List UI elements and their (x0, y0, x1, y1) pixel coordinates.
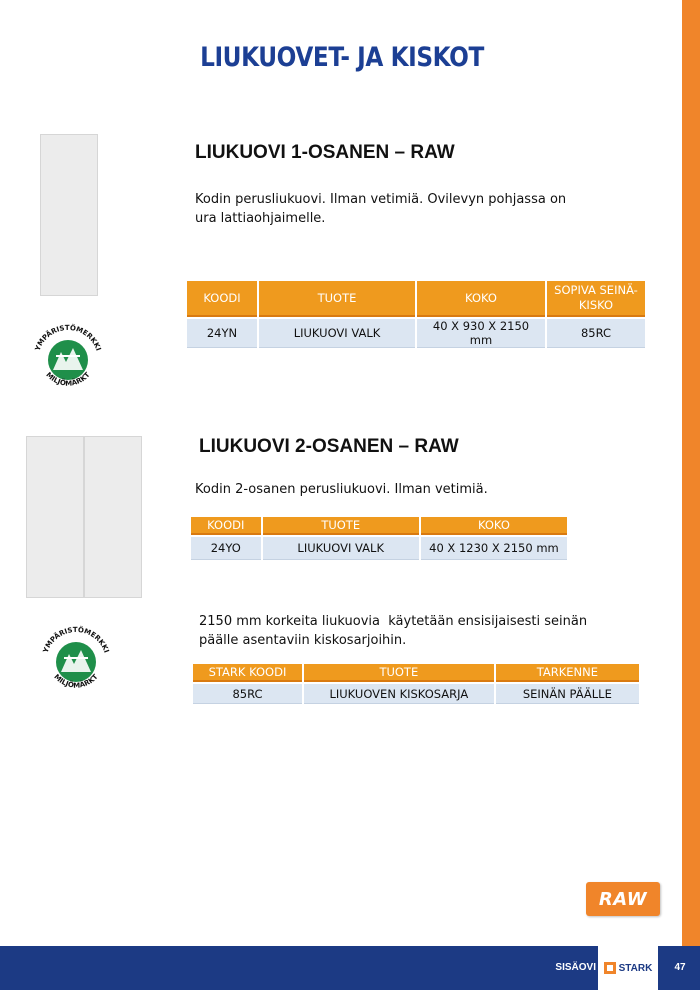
table-row (193, 684, 639, 704)
table-row (191, 537, 567, 560)
door-image-2-panel-left (26, 436, 84, 598)
table-cell: 24YN (187, 319, 257, 348)
column-header: TUOTE (304, 664, 494, 682)
product1-heading: LIUKUOVI 1-OSANEN – RAW (195, 142, 455, 163)
table-cell: SEINÄN PÄÄLLE (496, 684, 639, 704)
column-header: KOKO (421, 517, 567, 535)
stark-logo-text: STARK (618, 962, 653, 974)
column-header: TARKENNE (496, 664, 639, 682)
page-number: 47 (674, 962, 686, 973)
table-cell: LIUKUOVI VALK (263, 537, 419, 560)
table-cell: 85RC (193, 684, 302, 704)
table-header-row (193, 664, 639, 682)
product1-description-line: ura lattiaohjaimelle. (195, 211, 326, 226)
door-image-2-panel-right (84, 436, 142, 598)
column-header: TUOTE (263, 517, 419, 535)
page-title: LIUKUOVET- JA KISKOT (200, 42, 484, 73)
product1-table (185, 279, 647, 350)
door-image-1-panel (40, 134, 98, 296)
page-footer (0, 946, 700, 990)
rail-description (199, 612, 587, 650)
nordic-swan-ecolabel-icon (28, 318, 108, 398)
ecolabel-bottom-text: MILJÖMÄRKT (44, 370, 92, 388)
column-header: KOKO (417, 281, 545, 317)
table-cell: 40 X 1230 X 2150 mm (421, 537, 567, 560)
column-header: STARK KOODI (193, 664, 302, 682)
nordic-swan-ecolabel-icon (36, 620, 116, 700)
table-cell: LIUKUOVI VALK (259, 319, 415, 348)
ecolabel-top-text: YMPÄRISTÖMERKKI (41, 625, 111, 654)
product1-description (195, 190, 566, 228)
column-header: SOPIVA SEINÄ-KISKO (547, 281, 645, 317)
table-cell: LIUKUOVEN KISKOSARJA (304, 684, 494, 704)
table-row (187, 319, 645, 348)
product2-description (195, 480, 488, 499)
table-header-row (187, 281, 645, 317)
raw-brand-logo (586, 882, 660, 916)
product2-table (189, 515, 569, 562)
product1-description-line: Kodin perusliukuovi. Ilman vetimiä. Ovilevyn pohjassa on (195, 192, 567, 207)
raw-logo-text: RAW (598, 888, 648, 910)
rail-table (191, 662, 641, 706)
ecolabel-top-text: YMPÄRISTÖMERKKI (33, 323, 103, 352)
table-cell: 40 X 930 X 2150 mm (417, 319, 545, 348)
column-header: KOODI (187, 281, 257, 317)
rail-description-line: päälle asentaviin kiskosarjoihin. (199, 633, 407, 648)
footer-section-label: SISÄOVI (555, 962, 596, 973)
column-header: KOODI (191, 517, 261, 535)
product2-heading: LIUKUOVI 2-OSANEN – RAW (199, 436, 459, 457)
table-cell: 85RC (547, 319, 645, 348)
rail-description-line: 2150 mm korkeita liukuovia käytetään ensisijaisesti seinän (199, 614, 588, 629)
orange-side-bar (682, 0, 700, 946)
column-header: TUOTE (259, 281, 415, 317)
stark-logo-icon (604, 962, 616, 974)
ecolabel-bottom-text: MILJÖMÄRKT (52, 672, 100, 690)
table-header-row (191, 517, 567, 535)
product2-description-line: Kodin 2-osanen perusliukuovi. Ilman vetimiä. (195, 482, 488, 497)
stark-brand-logo (598, 946, 658, 990)
table-cell: 24YO (191, 537, 261, 560)
